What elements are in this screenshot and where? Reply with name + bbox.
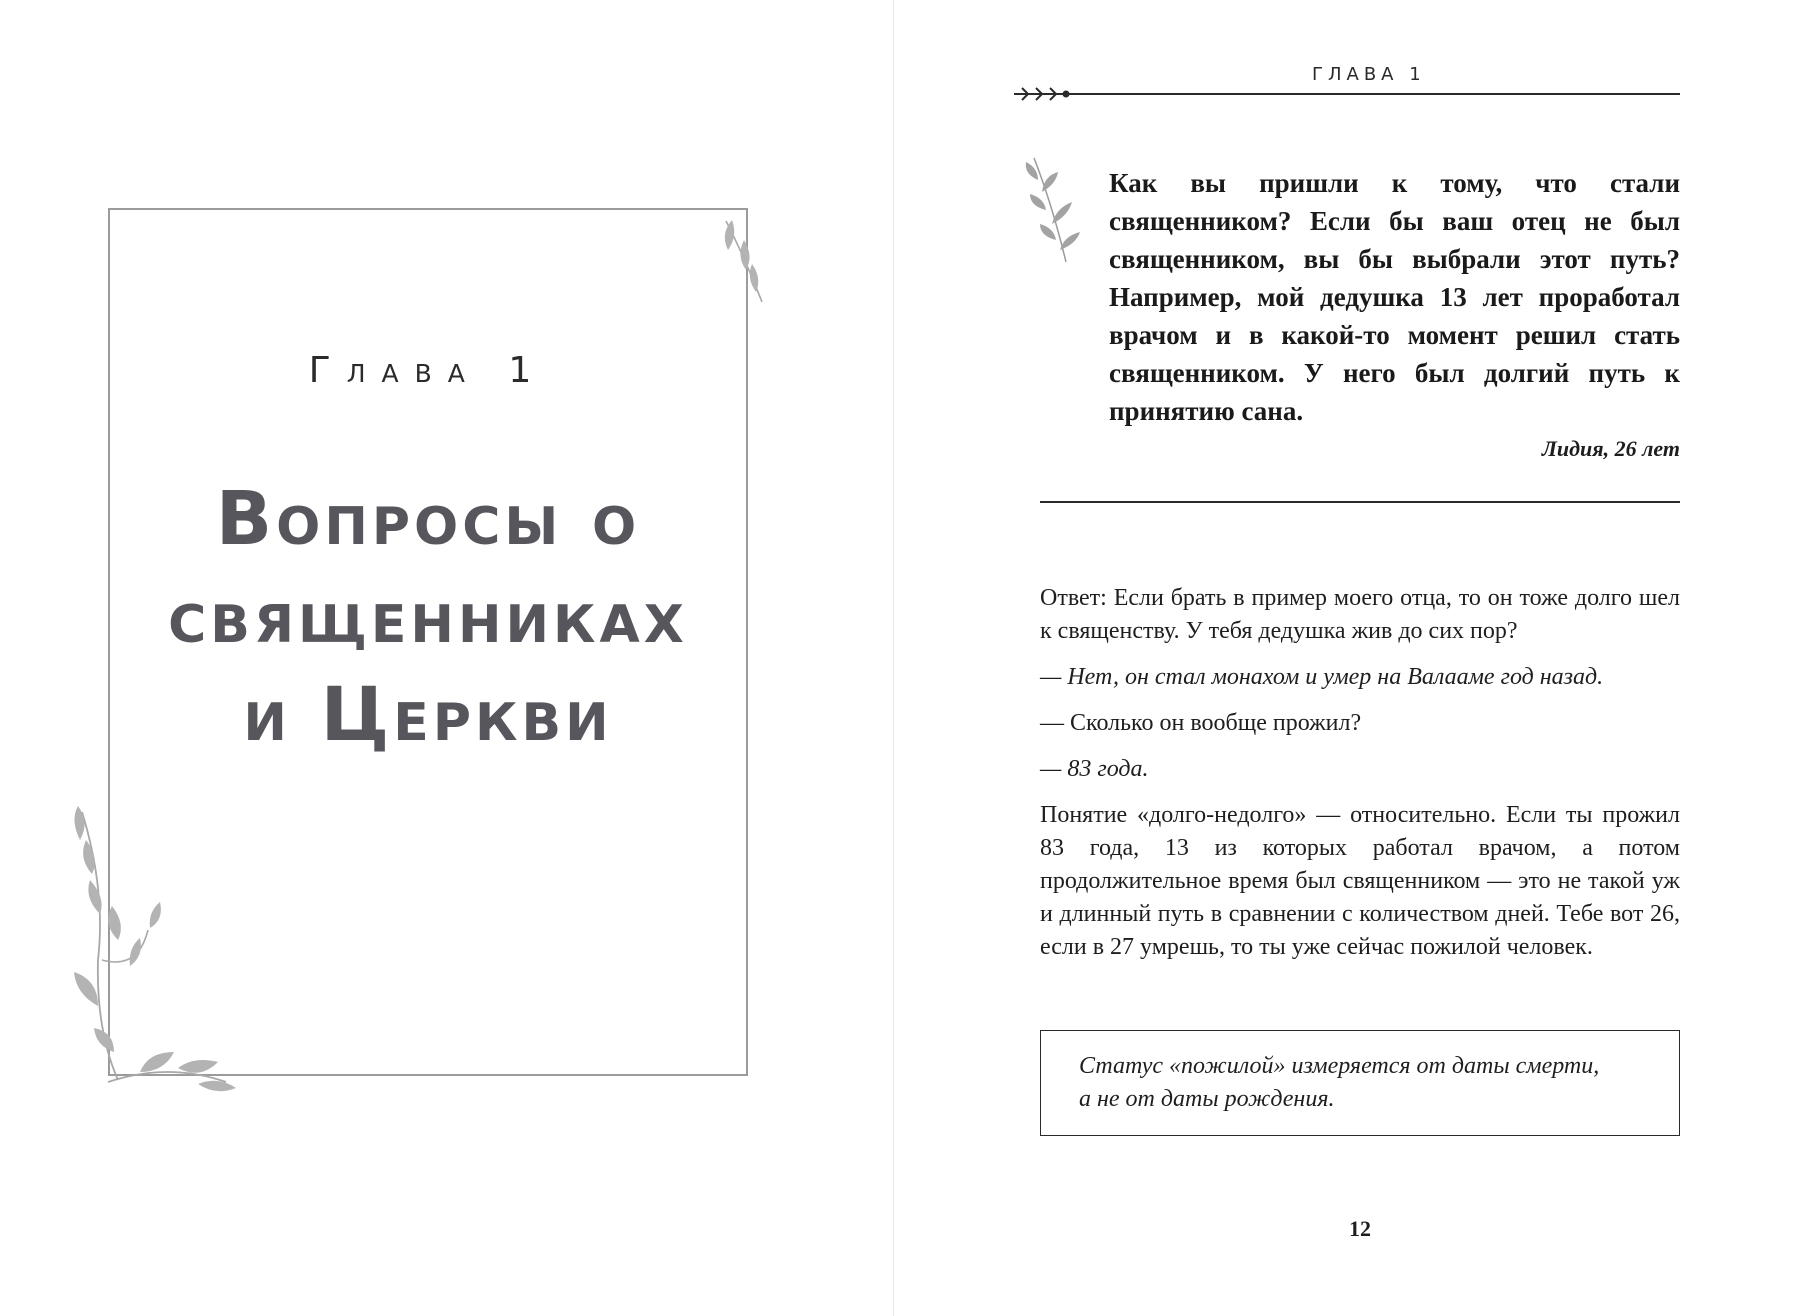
left-page [0, 0, 893, 1316]
dialogue-line: — Сколько он вообще прожил? [1040, 710, 1362, 736]
running-head-rule [1070, 93, 1680, 95]
answer-paragraph: Понятие «долго-недолго» — относительно. Если ты прожил 83 года, 13 из которых работал врачом, а потом продолжительное время был священником — это не такой уж и длинный путь в сравнении с количеством дней. Тебе вот 26, если в 27 умрешь, то ты уже сейчас пожилой человек. [1040, 802, 1680, 960]
chapter-title-line: священниках [168, 574, 688, 660]
leaf-branch-icon [68, 800, 238, 1100]
arrow-vine-icon [1012, 83, 1076, 105]
dialogue-line: — Нет, он стал монахом и умер на Валааме год назад. [1040, 664, 1604, 690]
answer-text [1040, 582, 1680, 977]
page-number: 12 [1349, 1216, 1371, 1241]
chapter-title-line: Вопросы о [215, 476, 641, 562]
question-author: Лидия, 26 лет [1541, 436, 1680, 461]
section-divider [1040, 501, 1680, 503]
running-head: ГЛАВА 1 [1312, 64, 1426, 85]
dialogue-line: — 83 года. [1040, 756, 1149, 782]
chapter-title [108, 470, 748, 764]
quote-callout [1040, 1030, 1680, 1136]
callout-line: а не от даты рождения. [1079, 1086, 1335, 1112]
leaf-sprig-icon [1022, 154, 1086, 266]
callout-line: Статус «пожилой» измеряется от даты смерти, [1079, 1053, 1600, 1079]
reader-question: Как вы пришли к тому, что стали священником? Если бы ваш отец не был священником, вы бы выбрали этот путь? Например, мой дедушка 13 лет проработал врачом и в какой-то момент решил стать священником. У него был долгий путь к принятию сана. [1109, 168, 1680, 426]
leaf-sprig-icon [716, 216, 776, 306]
chapter-label: Глава 1 [308, 350, 548, 391]
chapter-title-line: и Церкви [243, 672, 613, 758]
answer-paragraph: Ответ: Если брать в пример моего отца, то он тоже долго шел к священству. У тебя дедушка жив до сих пор? [1040, 585, 1680, 644]
